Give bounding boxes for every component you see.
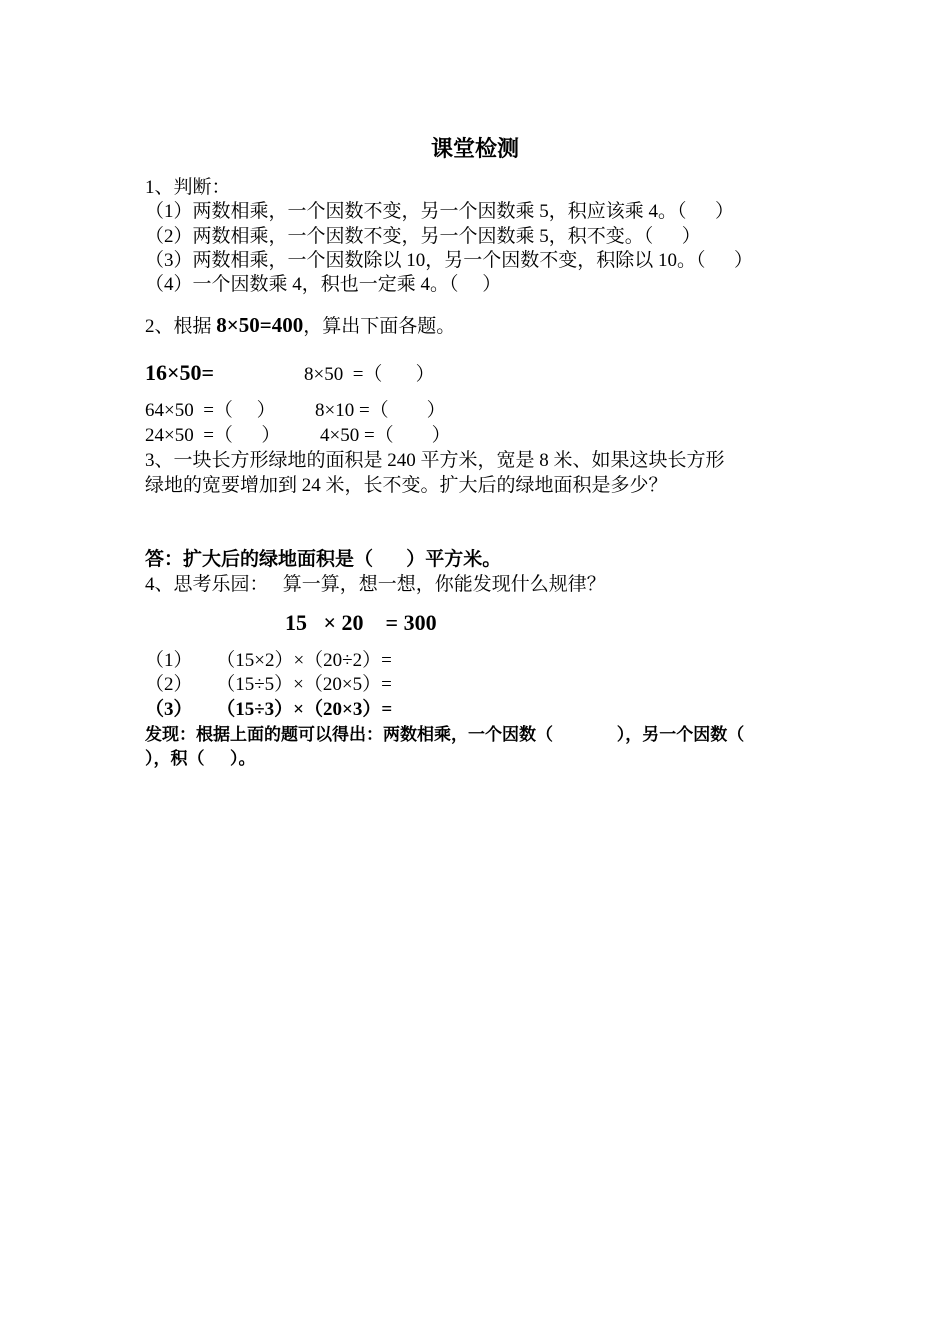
s1-item-1: （1）两数相乘，一个因数不变，另一个因数乘 5，积应该乘 4。（ ） xyxy=(145,201,735,222)
s2-problem-4: 8×10 =（ ） xyxy=(315,400,446,421)
s2-problem-1: 16×50= xyxy=(145,360,215,385)
s2-suffix: ，算出下面各题。 xyxy=(303,316,456,337)
s4-finding-line-1: 发现：根据上面的题可以得出：两数相乘，一个因数（ ），另一个因数（ xyxy=(145,725,745,744)
s2-problem-2: 8×50 =（ ） xyxy=(304,364,435,385)
s2-problem-3: 64×50 =（ ） xyxy=(145,400,276,421)
s3-answer: 答：扩大后的绿地面积是（ ）平方米。 xyxy=(145,549,502,570)
section-1-heading: 1、判断： xyxy=(145,177,231,198)
s1-item-4: （4）一个因数乘 4，积也一定乘 4。（ ） xyxy=(145,274,502,295)
s4-item-2: （2） （15÷5）×（20×5）= xyxy=(145,674,392,695)
s1-item-3: （3）两数相乘，一个因数除以 10，另一个因数不变，积除以 10。（ ） xyxy=(145,250,754,271)
s4-finding-line-2: ），积（ ）。 xyxy=(145,749,256,768)
section-2-heading xyxy=(145,314,455,338)
s2-equation: 8×50=400 xyxy=(216,313,304,337)
s2-prefix: 2、根据 xyxy=(145,316,217,337)
s4-item-3: （3） （15÷3）×（20×3）= xyxy=(145,699,393,720)
s3-line-1: 3、一块长方形绿地的面积是 240 平方米，宽是 8 米、如果这块长方形 xyxy=(145,450,725,471)
s4-item-1: （1） （15×2）×（20÷2）= xyxy=(145,650,392,671)
section-4-heading: 4、思考乐园： 算一算，想一想，你能发现什么规律？ xyxy=(145,574,606,595)
page-title: 课堂检测 xyxy=(430,136,519,161)
s3-line-2: 绿地的宽要增加到 24 米，长不变。扩大后的绿地面积是多少？ xyxy=(145,475,668,496)
s4-base-equation: 15 × 20 = 300 xyxy=(285,610,437,635)
s1-item-2: （2）两数相乘，一个因数不变，另一个因数乘 5，积不变。（ ） xyxy=(145,226,701,247)
s2-problem-5: 24×50 =（ ） xyxy=(145,425,281,446)
s2-problem-6: 4×50 =（ ） xyxy=(320,425,451,446)
